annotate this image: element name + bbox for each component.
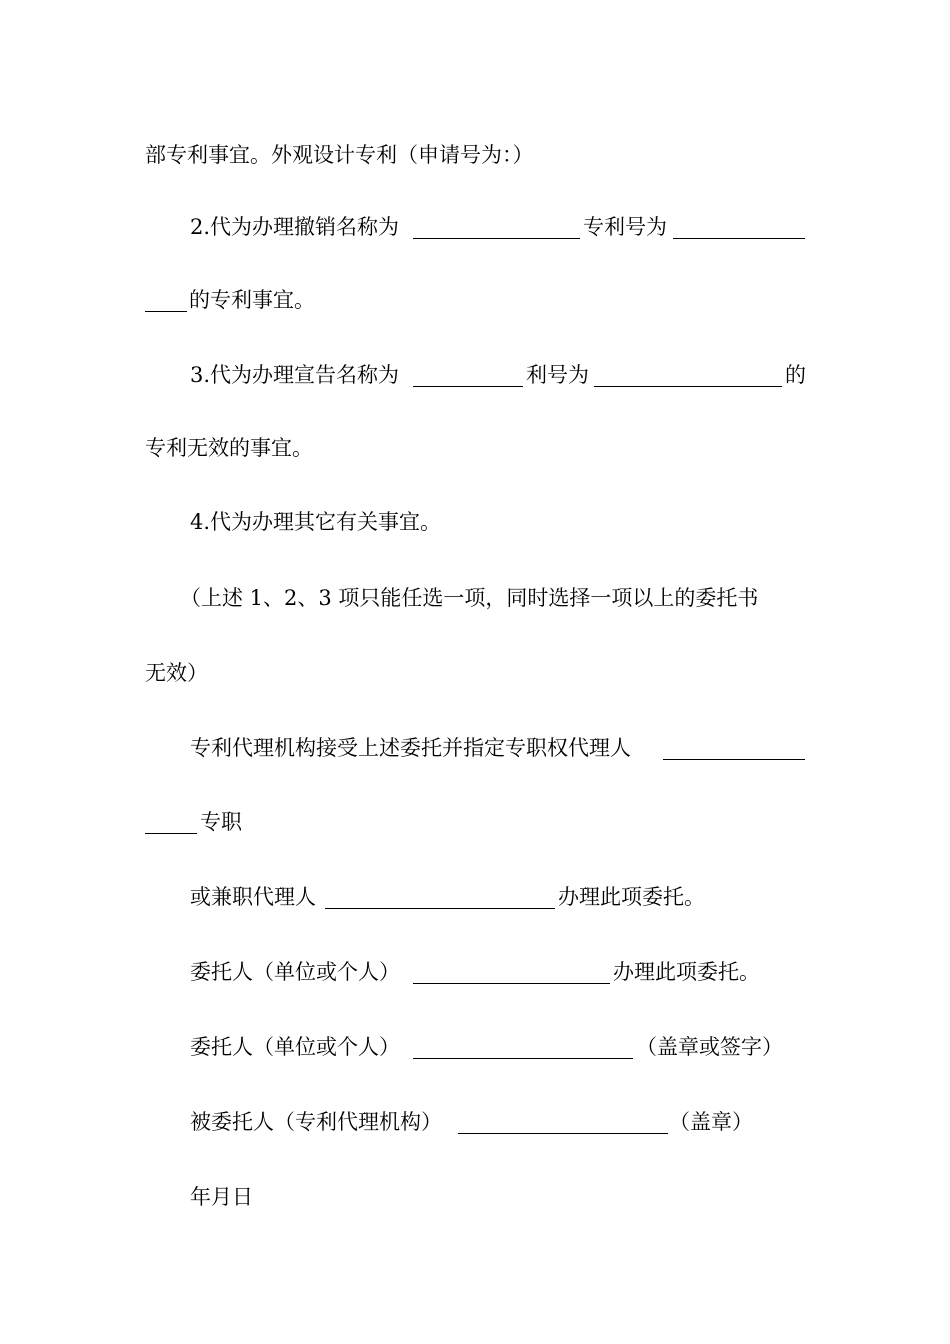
part-time-agent-line [0, 877, 950, 917]
text-segment: 专利代理机构接受上述委托并指定专职权代理人 [190, 736, 631, 760]
item-2-line [0, 207, 950, 247]
fill-blank-principal [413, 983, 610, 984]
text-segment: 的 [785, 363, 806, 387]
item-2-continuation-line [0, 280, 950, 320]
text-segment: 委托人（单位或个人） [190, 960, 400, 984]
text-segment: 4.代为办理其它有关事宜。 [190, 510, 442, 534]
text-segment: 年月日 [190, 1185, 253, 1209]
text-segment: 无效） [145, 661, 208, 685]
fill-blank-agency-seal [458, 1133, 668, 1134]
fill-blank-principal-signature [413, 1058, 633, 1059]
fill-blank-name [413, 238, 580, 239]
text-segment: 2.代为办理撤销名称为 [190, 215, 400, 239]
fill-blank-part-time-agent [325, 908, 555, 909]
text-segment: （上述 1、2、3 项只能任选一项，同时选择一项以上的委托书 [180, 586, 759, 610]
text-segment: 专职 [200, 810, 242, 834]
text-segment: 办理此项委托。 [613, 960, 760, 984]
text-segment: 专利号为 [583, 215, 667, 239]
text-segment: 3.代为办理宣告名称为 [190, 363, 400, 387]
fill-blank-agent-cont [145, 833, 197, 834]
text-segment: 办理此项委托。 [558, 885, 705, 909]
principal-line [0, 952, 950, 992]
text-segment: 专利无效的事宜。 [145, 436, 313, 460]
text-segment: 委托人（单位或个人） [190, 1035, 400, 1059]
fill-blank-agent [663, 759, 805, 760]
text-segment: 或兼职代理人 [190, 885, 316, 909]
text-segment: 的专利事宜。 [189, 288, 315, 312]
item-4-line [0, 502, 950, 542]
note-continuation-line [0, 653, 950, 693]
item-3-continuation-line [0, 428, 950, 468]
text-segment: 利号为 [526, 363, 589, 387]
note-line [0, 578, 950, 618]
text-segment: 被委托人（专利代理机构） [190, 1110, 442, 1134]
fill-blank-patent-number [673, 238, 805, 239]
fill-blank-name [413, 386, 523, 387]
paragraph-line [0, 135, 950, 175]
principal-signature-line [0, 1027, 950, 1067]
item-3-line [0, 355, 950, 395]
text-segment: （盖章） [669, 1110, 753, 1134]
date-line [0, 1177, 950, 1217]
text-segment: 部专利事宜。外观设计专利（申请号为：） [145, 143, 534, 167]
agency-continuation-line [0, 802, 950, 842]
fill-blank-patent-number-cont [145, 311, 187, 312]
text-segment: （盖章或签字） [636, 1035, 783, 1059]
agency-line [0, 728, 950, 768]
agent-signature-line [0, 1102, 950, 1142]
fill-blank-patent-number [594, 386, 782, 387]
